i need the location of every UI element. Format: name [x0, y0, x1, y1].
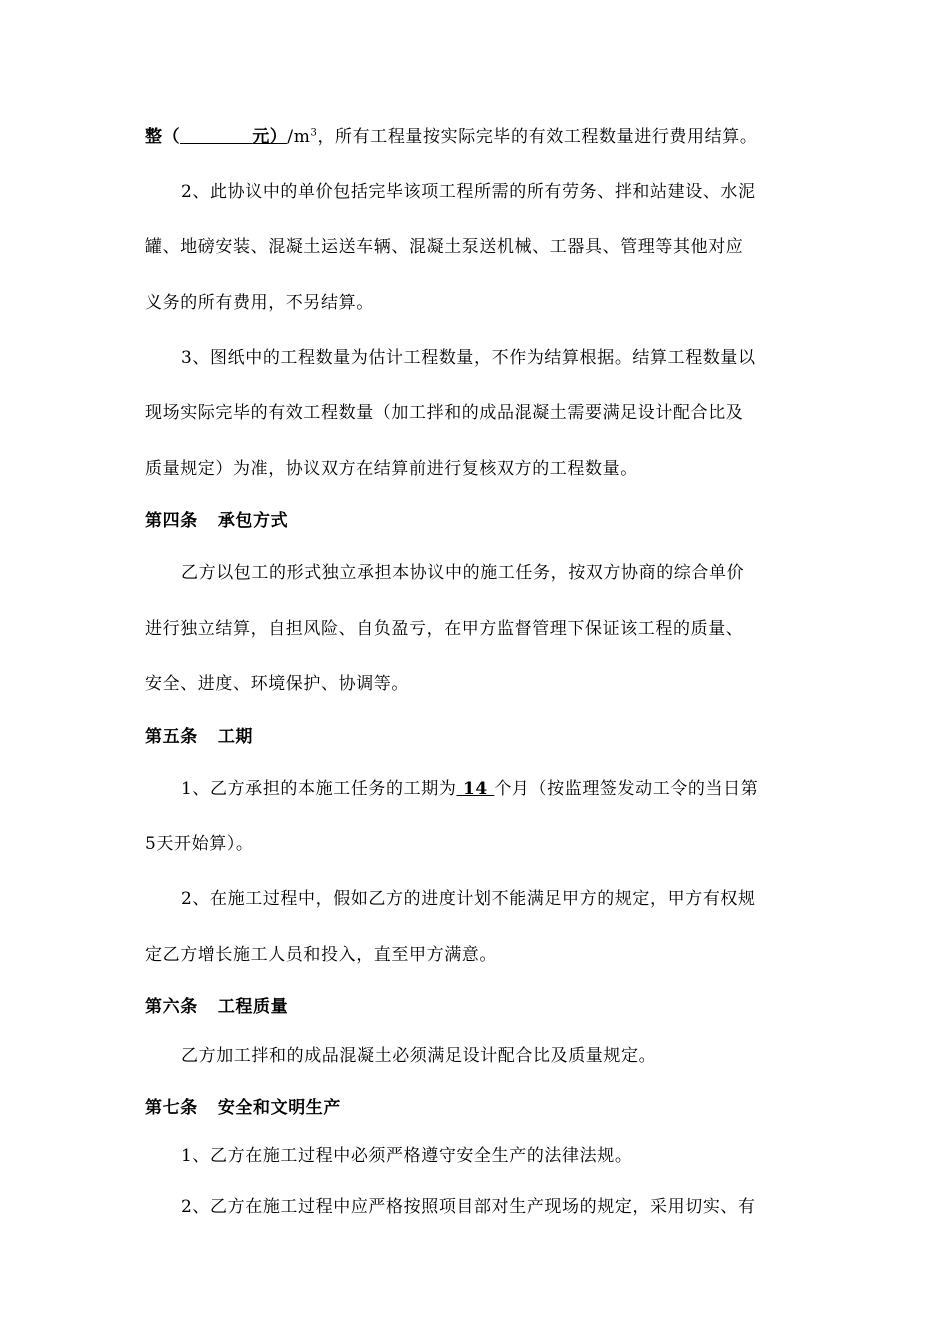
section-title: 工程质量 — [217, 997, 289, 1017]
text-fragment: 整（ — [145, 127, 181, 147]
unit-superscript: 3 — [310, 127, 318, 139]
paragraph-line: 1、乙方在施工过程中必须严格遵守安全生产的法律法规。 — [181, 1146, 633, 1166]
paragraph-line: 乙方以包工的形式独立承担本协议中的施工任务，按双方协商的综合单价 — [181, 563, 745, 583]
section-title: 承包方式 — [217, 511, 289, 531]
paragraph-line: 2、此协议中的单价包括完毕该项工程所需的所有劳务、拌和站建设、水泥 — [181, 182, 756, 202]
section-title: 工期 — [217, 727, 254, 747]
text-fragment: 1、乙方承担的本施工任务的工期为 — [181, 779, 457, 799]
text-fragment: 个月（按监理签发动工令的当日第 — [494, 779, 759, 799]
section-number: 第五条 — [145, 727, 198, 747]
section-heading — [145, 1097, 815, 1119]
section-number: 第七条 — [145, 1098, 198, 1118]
paragraph-line: 罐、地磅安装、混凝土运送车辆、混凝土泵送机械、工器具、管理等其他对应 — [145, 237, 744, 257]
section-heading — [145, 996, 815, 1018]
paragraph-line: 质量规定）为准，协议双方在结算前进行复核双方的工程数量。 — [145, 459, 638, 479]
section-number: 第六条 — [145, 997, 198, 1017]
paragraph-line: 乙方加工拌和的成品混凝土必须满足设计配合比及质量规定。 — [181, 1046, 657, 1066]
paragraph-line: 2、乙方在施工过程中应严格按照项目部对生产现场的规定，采用切实、有 — [181, 1197, 756, 1217]
text-fragment: ，所有工程量按实际完毕的有效工程数量进行费用结算。 — [317, 127, 758, 147]
section-title: 安全和文明生产 — [217, 1098, 342, 1118]
paragraph-line: 安全、进度、环境保护、协调等。 — [145, 674, 409, 694]
paragraph-line: 定乙方增长施工人员和投入，直至甲方满意。 — [145, 945, 497, 965]
section-heading — [145, 726, 815, 748]
paragraph-line: 2、在施工过程中，假如乙方的进度计划不能满足甲方的规定，甲方有权规 — [181, 889, 756, 909]
paragraph-line: 5天开始算）。 — [145, 834, 254, 854]
section-number: 第四条 — [145, 511, 198, 531]
duration-value: 14 — [456, 779, 495, 799]
paragraph-line: 义务的所有费用，不另结算。 — [145, 293, 374, 313]
section-heading — [145, 510, 815, 532]
paragraph-line: 进行独立结算，自担风险、自负盈亏，在甲方监督管理下保证该工程的质量、 — [145, 619, 744, 639]
paragraph-line — [145, 126, 815, 148]
unit-yuan: 元） — [252, 127, 288, 147]
paragraph-line: 现场实际完毕的有效工程数量（加工拌和的成品混凝土需要满足设计配合比及 — [145, 403, 744, 423]
paragraph-line — [181, 778, 815, 800]
price-blank — [180, 127, 252, 144]
unit-m: /m — [287, 127, 311, 147]
paragraph-line: 3、图纸中的工程数量为估计工程数量，不作为结算根据。结算工程数量以 — [181, 348, 756, 368]
